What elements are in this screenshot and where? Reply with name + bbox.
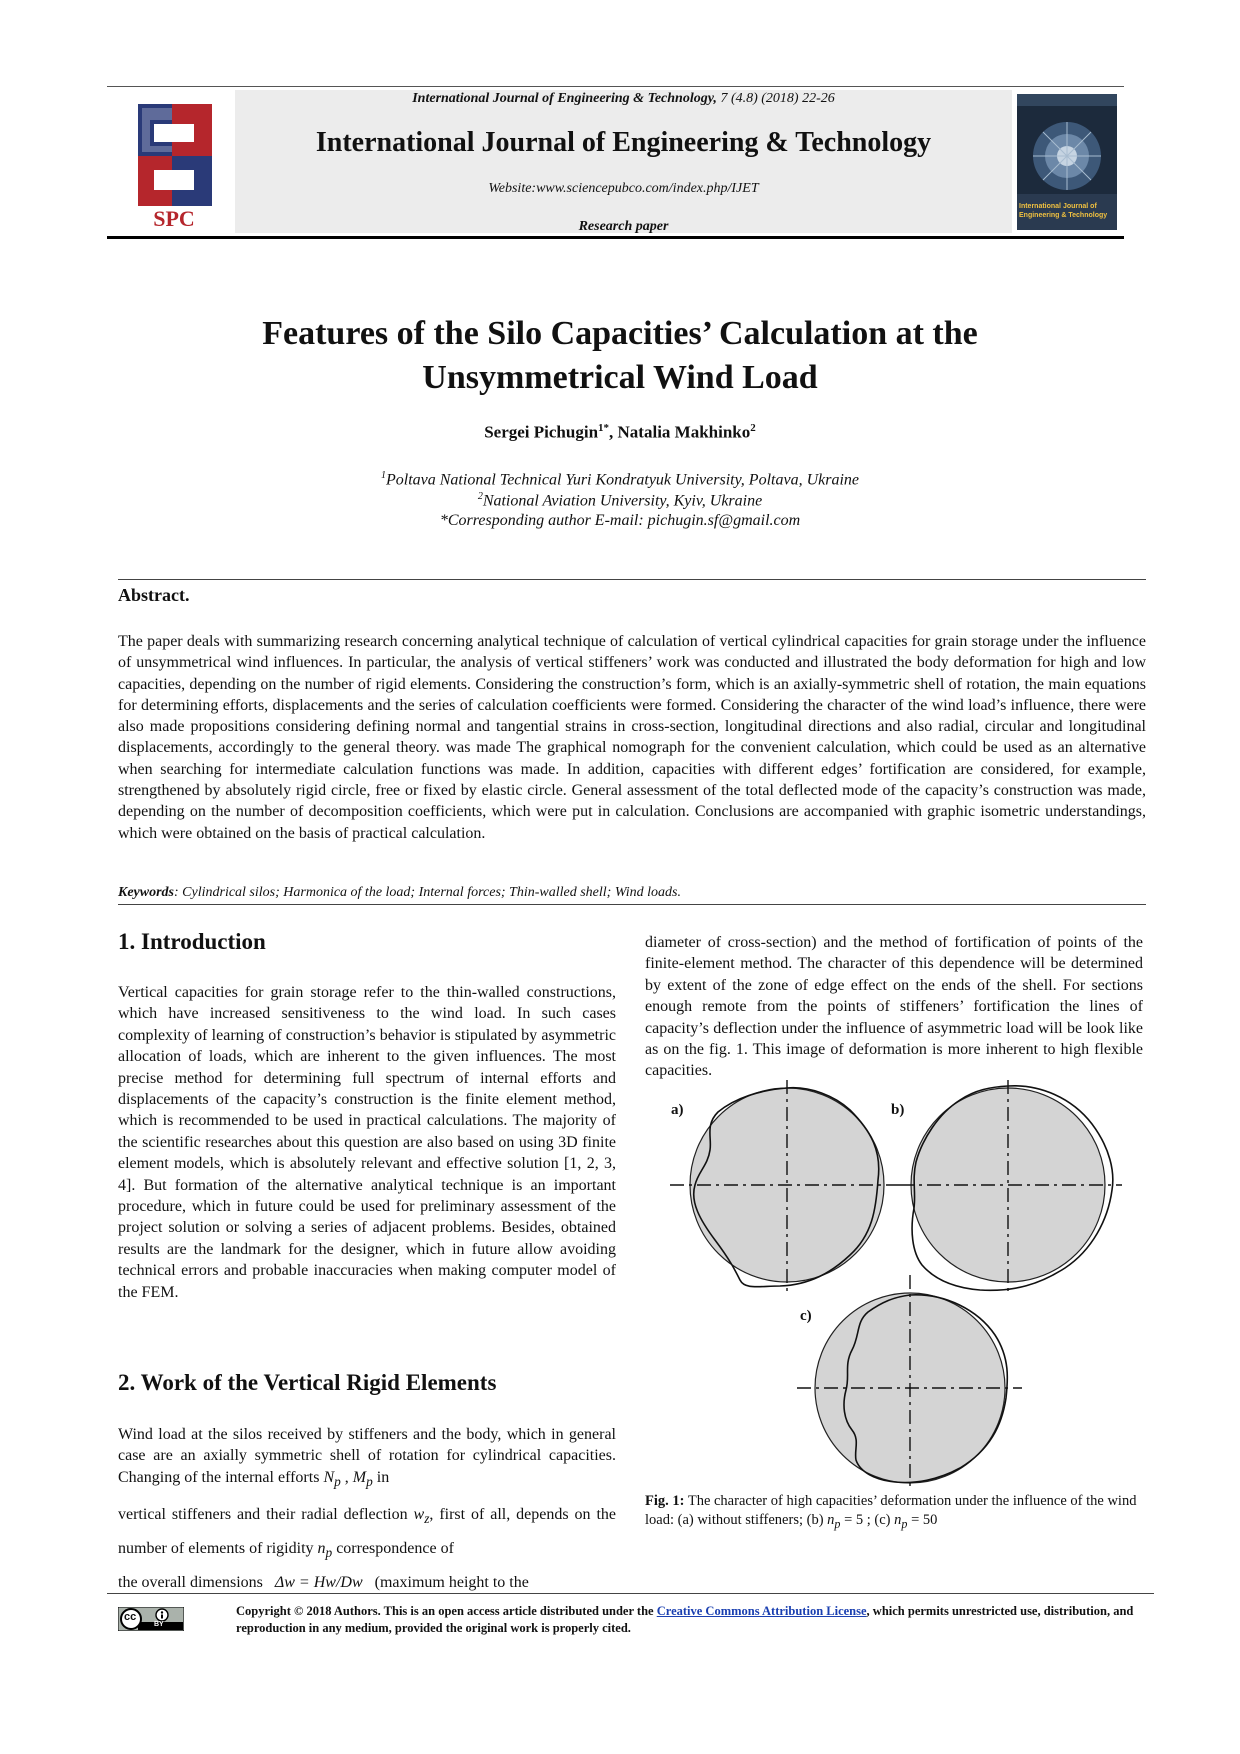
cover-title: International Journal of Engineering & Technology (1019, 203, 1108, 219)
figure-label-c: c) (800, 1308, 812, 1324)
keywords: Keywords: Cylindrical silos; Harmonica of the load; Internal forces; Thin-walled shell; Wind loads. (118, 885, 681, 900)
cc-by-license-badge[interactable]: cc BY (118, 1607, 184, 1631)
figure-1-caption: Fig. 1: The character of high capacities’ deformation under the influence of the wind load: (a) without stiffeners; (b) $n_p = 5$ ; (c) $n_p = 50$ (645, 1493, 1137, 1531)
section-heading-work: 2. Work of the Vertical Rigid Elements (118, 1370, 497, 1395)
cc-license-link[interactable]: Creative Commons Attribution License (656, 1604, 867, 1618)
header-bottom-rule (107, 236, 1124, 239)
figure-panel-a (670, 1080, 905, 1295)
corresponding-author: *Corresponding author E-mail: pichugin.sf@gmail.com (439, 512, 801, 529)
figure-panel-c (797, 1275, 1022, 1490)
work-text-part1: Wind load at the silos received by stiffeners and the body, which in general case are an axially symmetric shell of rotation for cylindrical capacities. Changing of the internal efforts $N_p$ , $M_p$ in (118, 1426, 616, 1489)
affiliation-1: $^1$Poltava National Technical Yuri Kondratyuk University, Poltava, Ukraine (380, 470, 859, 489)
header-panel (235, 90, 1012, 233)
header-top-rule (107, 86, 1124, 87)
formula-aspect-ratio: Δw = Hw/Dw (274, 1574, 363, 1592)
journal-website[interactable]: Website:www.sciencepubco.com/index.php/IJET (488, 181, 759, 196)
figure-label-b: b) (891, 1102, 905, 1118)
figure-label-a: a) (671, 1102, 684, 1118)
logo-text: SPC (153, 206, 195, 231)
copyright-notice: Copyright © 2018 Authors. This is an open access article distributed under the Creative Commons Attribution License, which permits unrestricted use, distribution, and reproduction in any medium, provided the original work is properly cited. (236, 1604, 1134, 1635)
publisher-logo (118, 94, 230, 234)
footer-rule (107, 1593, 1154, 1594)
figure-panel-b (900, 1080, 1122, 1295)
introduction-text: Vertical capacities for grain storage refer to the thin-walled constructions, which have increased sensitiveness to the wind load. In such cases complexity of learning of construction’s behavior is stipulated by asymmetric allocation of loads, which are inherent to the given influences. The most precise method for determining full spectrum of internal efforts and displacements of the capacity’s construction is the finite element method, which is recommended to be used in practical calculations. The majority of the scientific researches about this question are also based on using 3D finite element models, which is absolutely relevant and effective solution [1, 2, 3, 4]. But formation of the alternative analytical technique is an important procedure, which in future could be used for preliminary assessment of the project solution or solving a series of adjacent problems. Besides, obtained results are the landmark for the designer, which in future allow avoiding technical errors and probable inaccuracies when making computer model of the FEM. (118, 984, 616, 1301)
abstract-text: The paper deals with summarizing research concerning analytical technique of calculation of vertical cylindrical capacities for grain storage under the influence of unsymmetrical wind influences. In particular, the analysis of vertical stiffeners’ work was conducted and illustrated the body deformation for high and low capacities, depending on the number of rigid elements. Considering the construction’s form, which is an axially-symmetric shell of rotation, the main equations for determining efforts, displacements and the series of calculation coefficients were formed. Considering the character of the wind load’s influence, there were also made propositions considering defining normal and tangential strains in cross-section, longitudinal directions and also radial, circular and longitudinal displacements, accordingly to the general theory. was made The graphical nomograph for the convenient calculation, which could be used as an alternative when searching for intermediate calculation functions was made. In addition, capacities with different edges’ fortification are considered, for example, strengthened by absolutely rigid circle, free or fixed by elastic circle. General assessment of the total deflected mode of the capacity’s construction was made, depending on the number of decomposition coefficients, which were put in calculation. Conclusions are accompanied with graphic isometric understandings, which were obtained on the basis of practical calculation. (118, 633, 1146, 842)
journal-cover-image (1017, 94, 1117, 230)
abstract-top-rule (118, 579, 1146, 580)
journal-title: International Journal of Engineering & Technology (315, 127, 932, 158)
paper-title: Features of the Silo Capacities’ Calculation at the Unsymmetrical Wind Load (262, 315, 978, 396)
affiliation-2: $^2$National Aviation University, Kyiv, Ukraine (477, 491, 763, 510)
journal-citation: International Journal of Engineering & Technology, 7 (4.8) (2018) 22-26 (412, 91, 835, 106)
section-heading-introduction: 1. Introduction (118, 929, 266, 954)
abstract-bottom-rule (118, 904, 1146, 905)
abstract-heading: Abstract. (118, 585, 190, 605)
author-list: Sergei Pichugin$^{1*}$, Natalia Makhinko$^2$ (484, 422, 756, 442)
figure-1-deformation-diagram (660, 1080, 1150, 1490)
author-1: Sergei Pichugin (484, 422, 599, 442)
right-column-text: diameter of cross-section) and the method of fortification of points of the finite-element method. The character of this dependence will be determined by extent of the zone of edge effect on the ends of the shell. For sections enough remote from the points of stiffeners’ fortification the lines of capacity’s deflection under the influence of asymmetric load will be look like as on the fig. 1. This image of deformation is more inherent to high flexible capacities. (645, 934, 1143, 1080)
author-2: Natalia Makhinko (617, 422, 751, 442)
work-text-part2: vertical stiffeners and their radial deflection $w_z$, first of all, depends on the number of elements of rigidity $n_p$ correspondence of the overall dimensions Δw = Hw/Dw (maximum height to the (118, 1506, 616, 1592)
paper-type: Research paper (578, 219, 669, 234)
